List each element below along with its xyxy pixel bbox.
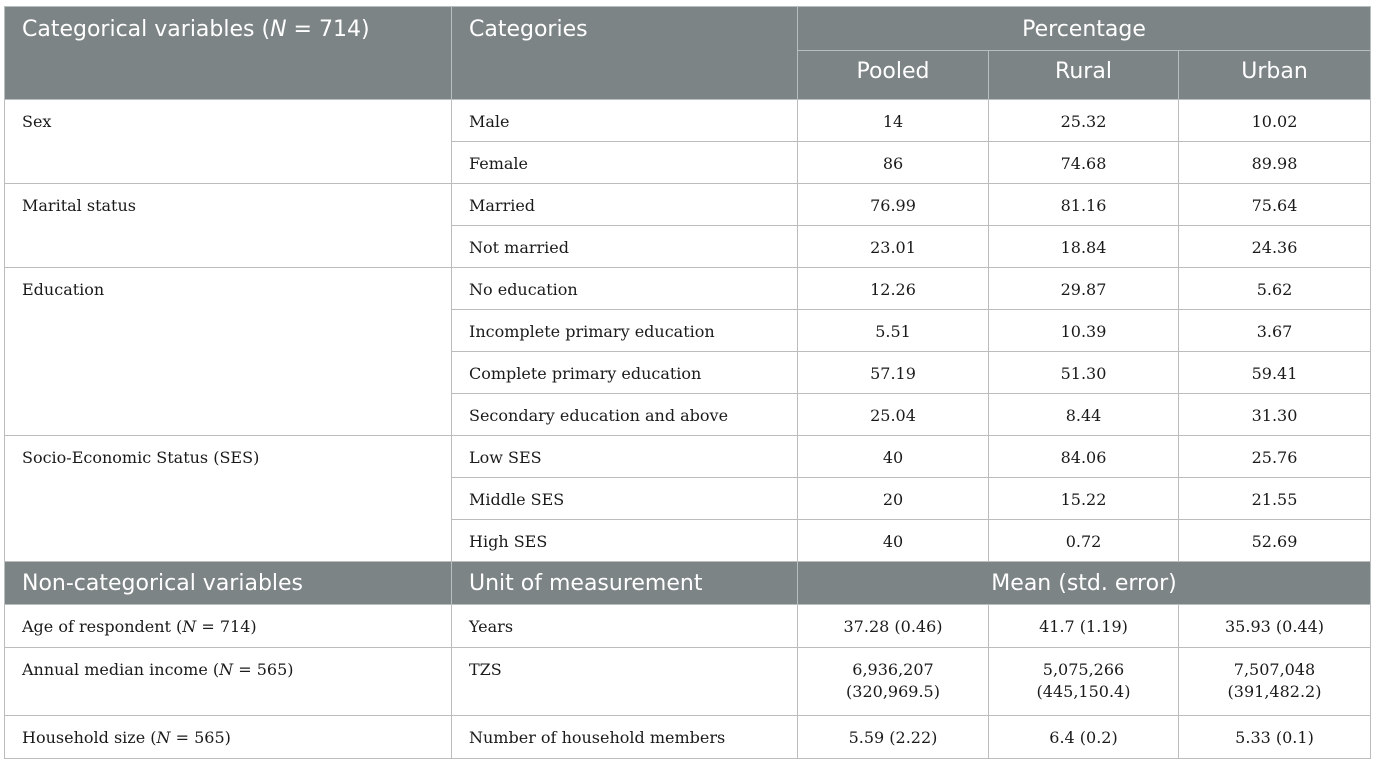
category-cell: High SES (452, 520, 798, 562)
rural-cell: 5,075,266 (445,150.4) (989, 648, 1179, 716)
rural-cell: 84.06 (989, 436, 1179, 478)
category-cell: Complete primary education (452, 352, 798, 394)
category-cell: Married (452, 184, 798, 226)
pooled-cell: 20 (798, 478, 989, 520)
rural-cell: 8.44 (989, 394, 1179, 436)
urban-cell: 75.64 (1179, 184, 1371, 226)
variable-cell: Education (5, 268, 452, 436)
rural-cell: 74.68 (989, 142, 1179, 184)
variable-cell: Socio-Economic Status (SES) (5, 436, 452, 562)
urban-cell: 5.33 (0.1) (1179, 716, 1371, 759)
pooled-cell: 40 (798, 436, 989, 478)
rural-cell: 29.87 (989, 268, 1179, 310)
category-cell: Not married (452, 226, 798, 268)
demographics-table (4, 6, 1371, 759)
urban-cell: 52.69 (1179, 520, 1371, 562)
variable-cell: Household size (N = 565) (5, 716, 452, 759)
table-row (5, 100, 1371, 142)
table-row (5, 184, 1371, 226)
header-categorical-variables: Categorical variables (N = 714) (5, 7, 452, 100)
category-cell: Low SES (452, 436, 798, 478)
rural-cell: 81.16 (989, 184, 1179, 226)
urban-cell: 31.30 (1179, 394, 1371, 436)
urban-cell: 3.67 (1179, 310, 1371, 352)
pooled-cell: 25.04 (798, 394, 989, 436)
category-cell: Secondary education and above (452, 394, 798, 436)
rural-cell: 0.72 (989, 520, 1179, 562)
urban-cell: 21.55 (1179, 478, 1371, 520)
section-header-row (5, 562, 1371, 605)
table-row (5, 716, 1371, 759)
header-rural: Rural (989, 51, 1179, 100)
urban-cell: 7,507,048 (391,482.2) (1179, 648, 1371, 716)
urban-cell: 59.41 (1179, 352, 1371, 394)
category-cell: Male (452, 100, 798, 142)
urban-cell: 24.36 (1179, 226, 1371, 268)
pooled-cell: 12.26 (798, 268, 989, 310)
urban-cell: 89.98 (1179, 142, 1371, 184)
pooled-cell: 5.51 (798, 310, 989, 352)
rural-cell: 6.4 (0.2) (989, 716, 1179, 759)
rural-cell: 51.30 (989, 352, 1179, 394)
pooled-cell: 40 (798, 520, 989, 562)
pooled-cell: 76.99 (798, 184, 989, 226)
header-non-categorical-variables: Non-categorical variables (5, 562, 452, 605)
unit-cell: TZS (452, 648, 798, 716)
variable-cell: Sex (5, 100, 452, 184)
table-row (5, 648, 1371, 716)
pooled-cell: 57.19 (798, 352, 989, 394)
header-pooled: Pooled (798, 51, 989, 100)
table-row (5, 436, 1371, 478)
unit-cell: Number of household members (452, 716, 798, 759)
header-unit-of-measurement: Unit of measurement (452, 562, 798, 605)
category-cell: Female (452, 142, 798, 184)
rural-cell: 25.32 (989, 100, 1179, 142)
variable-cell: Age of respondent (N = 714) (5, 605, 452, 648)
category-cell: Middle SES (452, 478, 798, 520)
urban-cell: 35.93 (0.44) (1179, 605, 1371, 648)
pooled-cell: 5.59 (2.22) (798, 716, 989, 759)
rural-cell: 18.84 (989, 226, 1179, 268)
pooled-cell: 86 (798, 142, 989, 184)
pooled-cell: 37.28 (0.46) (798, 605, 989, 648)
header-mean-std-error: Mean (std. error) (798, 562, 1371, 605)
table-row (5, 268, 1371, 310)
unit-cell: Years (452, 605, 798, 648)
urban-cell: 10.02 (1179, 100, 1371, 142)
header-urban: Urban (1179, 51, 1371, 100)
variable-cell: Marital status (5, 184, 452, 268)
urban-cell: 5.62 (1179, 268, 1371, 310)
rural-cell: 15.22 (989, 478, 1179, 520)
variable-cell: Annual median income (N = 565) (5, 648, 452, 716)
rural-cell: 10.39 (989, 310, 1179, 352)
header-percentage: Percentage (798, 7, 1371, 51)
header-categories: Categories (452, 7, 798, 100)
urban-cell: 25.76 (1179, 436, 1371, 478)
pooled-cell: 23.01 (798, 226, 989, 268)
rural-cell: 41.7 (1.19) (989, 605, 1179, 648)
table-row (5, 605, 1371, 648)
category-cell: No education (452, 268, 798, 310)
pooled-cell: 6,936,207 (320,969.5) (798, 648, 989, 716)
category-cell: Incomplete primary education (452, 310, 798, 352)
pooled-cell: 14 (798, 100, 989, 142)
